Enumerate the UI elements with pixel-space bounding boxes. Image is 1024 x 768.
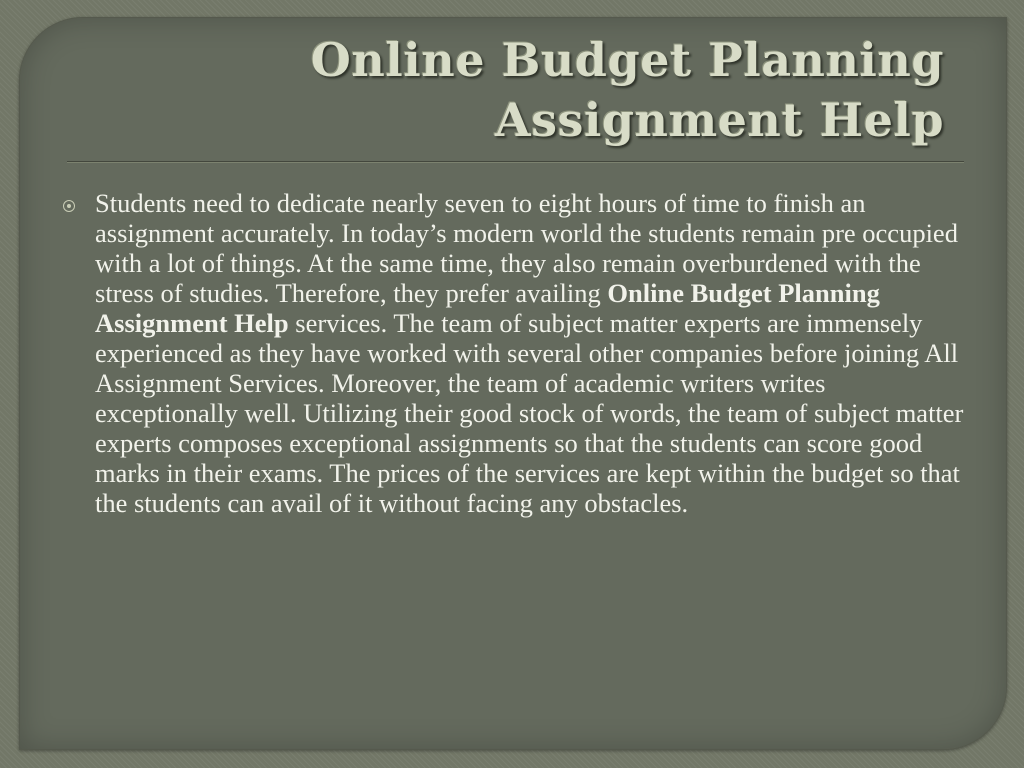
ring-dot-bullet-icon bbox=[63, 200, 75, 212]
bullet-paragraph bbox=[95, 188, 970, 518]
body-text-bold: Online Budget Planning Assignment Help bbox=[95, 278, 880, 338]
slide-title bbox=[224, 30, 944, 150]
title-divider bbox=[67, 161, 964, 163]
title-line-1: Online Budget Planning bbox=[310, 33, 944, 87]
slide-panel bbox=[19, 17, 1007, 750]
body-text-part-1: Students need to dedicate nearly seven to eight hours of time to finish an assignment accurately. In today’s modern world the students remain pre occupied with a lot of things. At the same time, they also remain overburdened with the stress of studies. Therefore, they prefer availing bbox=[95, 188, 958, 308]
body-text-part-2: services. The team of subject matter experts are immensely experienced as they have worked with several other companies before joining All Assignment Services. Moreover, the team of academic writers writes exceptionally well. Utilizing their good stock of words, the team of subject matter experts composes exceptional assignments so that the students can score good marks in their exams. The prices of the services are kept within the budget so that the students can avail of it without facing any obstacles. bbox=[95, 308, 964, 518]
title-line-2: Assignment Help bbox=[494, 93, 944, 147]
